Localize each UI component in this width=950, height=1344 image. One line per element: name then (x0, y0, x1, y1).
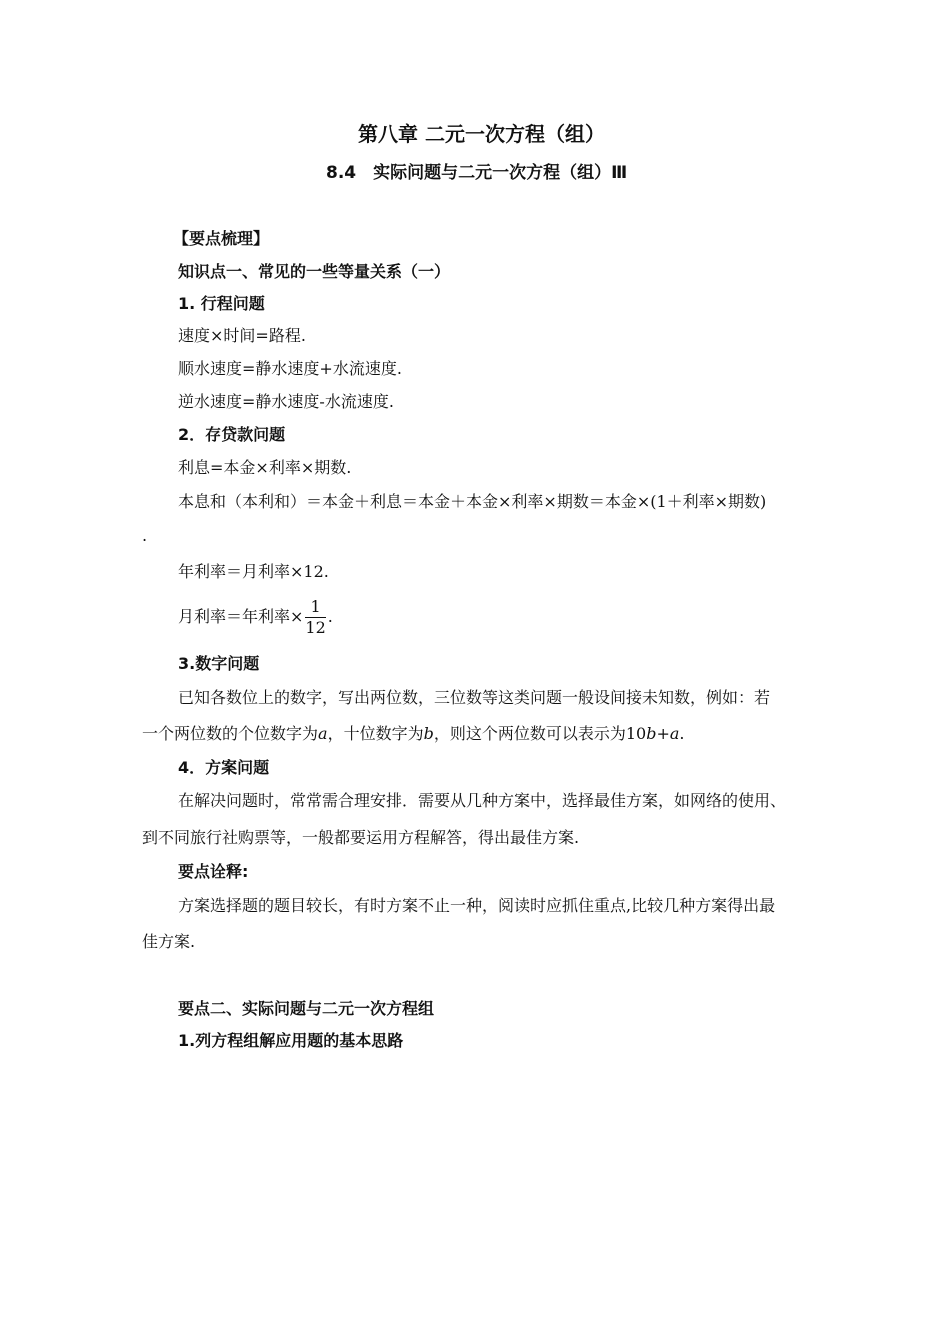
digits-line-2-b: ，十位数字为 (327, 724, 424, 743)
travel-heading: 1. 行程问题 (178, 294, 265, 313)
digits-line-2 (142, 724, 685, 744)
travel-line-2: 顺水速度=静水速度+水流速度. (178, 359, 402, 378)
fraction-numerator: 1 (305, 597, 325, 618)
variable-a-2: a (669, 724, 680, 743)
digits-line-2-c: ，则这个两位数可以表示为10 (433, 724, 647, 743)
knowledge-point-2-heading: 要点二、实际问题与二元一次方程组 (178, 999, 435, 1018)
fraction-denominator: 12 (305, 618, 326, 637)
deposit-line-1: 利息=本金×利率×期数. (178, 458, 352, 477)
deposit-heading: 2．存贷款问题 (178, 425, 286, 444)
deposit-line-4-prefix: 月利率＝年利率× (178, 607, 304, 626)
deposit-line-4-suffix: . (327, 607, 333, 626)
variable-a: a (318, 724, 328, 743)
plan-note-line-1: 方案选择题的题目较长，有时方案不止一种，阅读时应抓住重点,比较几种方案得出最 (178, 896, 776, 915)
digits-line-2-end: . (679, 724, 685, 743)
travel-line-3: 逆水速度=静水速度-水流速度. (178, 392, 394, 411)
plan-note-line-2: 佳方案. (142, 932, 196, 951)
summary-heading: 【要点梳理】 (173, 229, 270, 248)
digits-line-2-a: 一个两位数的个位数字为 (142, 724, 319, 743)
variable-b: b (423, 724, 434, 743)
knowledge-point-2-sub: 1.列方程组解应用题的基本思路 (178, 1031, 404, 1050)
digits-line-1: 已知各数位上的数字，写出两位数，三位数等这类问题一般设间接未知数，例如：若 (178, 688, 771, 707)
deposit-line-2: 本息和（本利和）＝本金＋利息＝本金＋本金×利率×期数＝本金×(1＋利率×期数) (178, 492, 767, 511)
plan-heading: 4．方案问题 (178, 758, 270, 777)
plan-line-1: 在解决问题时，常常需合理安排．需要从几种方案中，选择最佳方案，如网络的使用、 (178, 791, 787, 810)
section-title: 8.4 实际问题与二元一次方程（组）Ⅲ (326, 163, 628, 183)
digits-heading: 3.数字问题 (178, 654, 260, 673)
plan-note-heading: 要点诠释: (178, 862, 249, 881)
knowledge-point-1-heading: 知识点一、常见的一些等量关系（一） (178, 262, 451, 281)
plus-sign: + (656, 724, 670, 743)
variable-b-2: b (646, 724, 657, 743)
deposit-line-4 (178, 595, 333, 639)
fraction-one-twelfth (305, 597, 325, 638)
plan-line-2: 到不同旅行社购票等，一般都要运用方程解答，得出最佳方案. (142, 828, 580, 847)
deposit-line-2-end: . (142, 526, 148, 545)
deposit-line-3: 年利率＝月利率×12. (178, 562, 329, 581)
travel-line-1: 速度×时间=路程. (178, 326, 306, 345)
chapter-title: 第八章 二元一次方程（组） (358, 122, 605, 146)
